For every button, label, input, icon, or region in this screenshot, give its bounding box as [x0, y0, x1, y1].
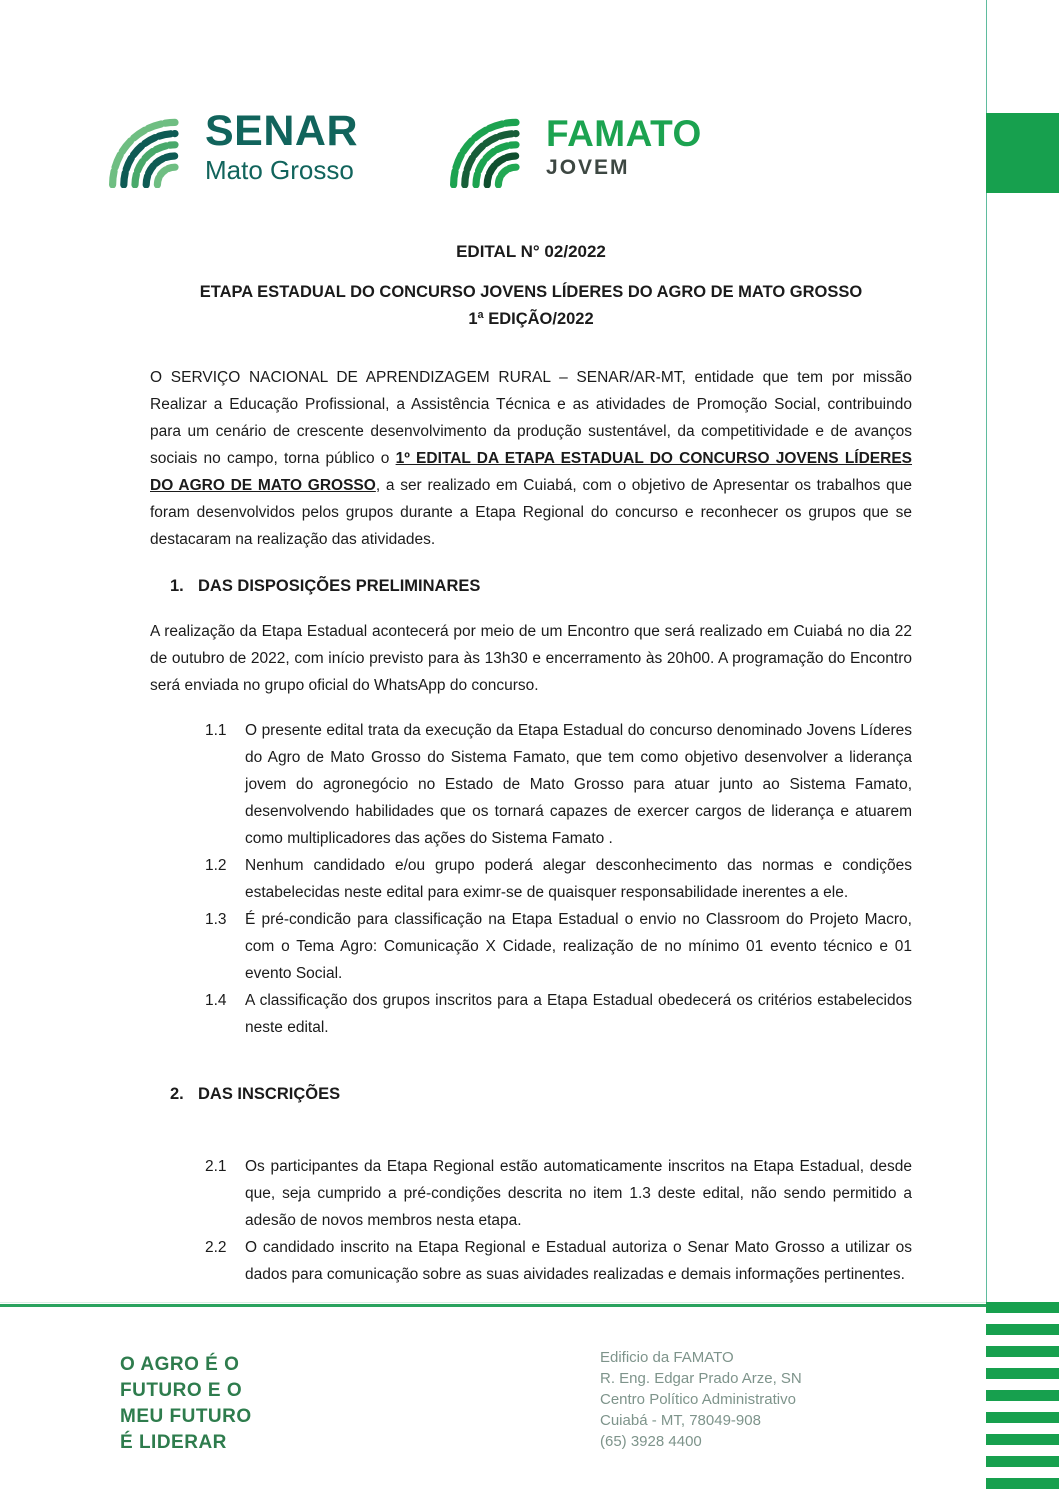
- slogan-line: FUTURO E O: [120, 1380, 243, 1401]
- senar-logo-text: [205, 106, 359, 186]
- edital-number: EDITAL N° 02/2022: [456, 242, 606, 261]
- section-1-items: [150, 717, 912, 1041]
- list-item: [205, 906, 912, 987]
- famato-logo-subtitle: JOVEM: [546, 156, 630, 180]
- list-item: [205, 987, 912, 1041]
- famato-logo: [444, 108, 702, 188]
- footer-rule: [0, 1302, 986, 1307]
- section-2-heading: [150, 1081, 912, 1108]
- item-text: Os participantes da Etapa Regional estão automaticamente inscritos na Etapa Estadual, desde que, seja cumprido a pré-condições descrita no item 1.3 deste edital, não sendo permitido a adesão de novos membros nesta etapa.: [245, 1158, 912, 1229]
- address-line: Edificio da FAMATO: [600, 1349, 734, 1366]
- item-number: 1.3: [205, 911, 227, 928]
- famato-logo-name: FAMATO: [546, 113, 702, 155]
- vertical-rule: [986, 0, 987, 1497]
- edital-title: ETAPA ESTADUAL DO CONCURSO JOVENS LÍDERES DO AGRO DE MATO GROSSO: [199, 283, 863, 301]
- section-2-items: [150, 1153, 912, 1288]
- document-title-block: [150, 238, 912, 333]
- item-number: 2.2: [205, 1239, 227, 1256]
- intro-text-2: , a ser realizado em Cuiabá, com o objetivo de Apresentar os trabalhos que foram desenvolvidos pelos grupos durante a Etapa Regional do concurso e reconhecer os grupos que se destacaram na realização das atividades.: [150, 477, 913, 548]
- stripe-pattern: [986, 1302, 1059, 1497]
- famato-logo-text: [546, 115, 702, 180]
- item-number: 2.1: [205, 1158, 227, 1175]
- slogan-line: MEU FUTURO: [120, 1406, 252, 1427]
- item-number: 1.4: [205, 992, 227, 1009]
- item-text: A classificação dos grupos inscritos para a Etapa Estadual obedecerá os critérios estabelecidos neste edital.: [245, 992, 912, 1036]
- intro-paragraph: [150, 364, 912, 553]
- address-line: Cuiabá - MT, 78049-908: [600, 1412, 761, 1429]
- list-item: [205, 1234, 912, 1288]
- address-line: (65) 3928 4400: [600, 1433, 702, 1450]
- header-logos: [103, 108, 702, 188]
- address-line: R. Eng. Edgar Prado Arze, SN: [600, 1370, 802, 1387]
- section-1-number: 1.: [170, 577, 184, 595]
- item-number: 1.2: [205, 857, 227, 874]
- senar-logo-subtitle: Mato Grosso: [205, 154, 354, 185]
- section-1-title: DAS DISPOSIÇÕES PRELIMINARES: [198, 577, 481, 595]
- section-1-heading: [150, 573, 912, 600]
- item-number: 1.1: [205, 722, 227, 739]
- intro-text-1: O SERVIÇO NACIONAL DE APRENDIZAGEM RURAL – SENAR/AR-MT, entidade que tem por missão Realizar a Educação Profissional, a Assistência Técnica e as atividades de Promoção Social, contribuindo para um cenário de crescente desenvolvimento da produção sustentável, da competitividade e de avanços sociais no campo, torna público o: [150, 369, 912, 467]
- list-item: [205, 1153, 912, 1234]
- item-text: O candidado inscrito na Etapa Regional e Estadual autoriza o Senar Mato Grosso a utilizar os dados para comunicação sobre as suas aividades realizadas e demais informações pertinentes.: [245, 1239, 912, 1283]
- senar-logo: [103, 108, 358, 188]
- item-text: O presente edital trata da execução da Etapa Estadual do concurso denominado Jovens Líderes do Agro de Mato Grosso do Sistema Famato, que tem como objetivo desenvolver a liderança jovem do agronegócio no Estado de Mato Grosso para atuar junto ao Sistema Famato, desenvolvendo habilidades que os tornará capazes de exercer cargos de liderança e atuarem como multiplicadores das ações do Sistema Famato .: [245, 722, 912, 847]
- footer-slogan: [120, 1352, 252, 1456]
- document-body: [150, 238, 912, 1288]
- address-line: Centro Político Administrativo: [600, 1391, 796, 1408]
- section-2-number: 2.: [170, 1085, 184, 1103]
- list-item: [205, 717, 912, 852]
- edital-edition: 1ª EDIÇÃO/2022: [468, 310, 594, 328]
- senar-logo-name: SENAR: [205, 106, 359, 155]
- item-text: É pré-condicão para classificação na Etapa Estadual o envio no Classroom do Projeto Macro, com o Tema Agro: Comunicação X Cidade, realização de no mínimo 01 evento técnico e 01 evento Social.: [245, 911, 912, 982]
- senar-grass-icon: [103, 108, 191, 188]
- section-1-lead: A realização da Etapa Estadual acontecerá por meio de um Encontro que será realizado em Cuiabá no dia 22 de outubro de 2022, com início previsto para às 13h30 e encerramento às 20h00. A programação do Encontro será enviada no grupo oficial do WhatsApp do concurso.: [150, 623, 912, 694]
- list-item: [205, 852, 912, 906]
- slogan-line: O AGRO É O: [120, 1354, 240, 1375]
- section-2-title: DAS INSCRIÇÕES: [198, 1085, 341, 1103]
- item-text: Nenhum candidado e/ou grupo poderá alegar desconhecimento das normas e condições estabelecidas neste edital para eximr-se de quaisquer responsabilidade inerentes a ele.: [245, 857, 912, 901]
- famato-grass-icon: [444, 108, 532, 188]
- accent-green-block: [986, 113, 1059, 193]
- intro-highlight: 1º EDITAL DA ETAPA ESTADUAL DO CONCURSO JOVENS LÍDERES DO AGRO DE MATO GROSSO: [150, 450, 912, 494]
- footer-address: [600, 1347, 802, 1452]
- slogan-line: É LIDERAR: [120, 1432, 227, 1453]
